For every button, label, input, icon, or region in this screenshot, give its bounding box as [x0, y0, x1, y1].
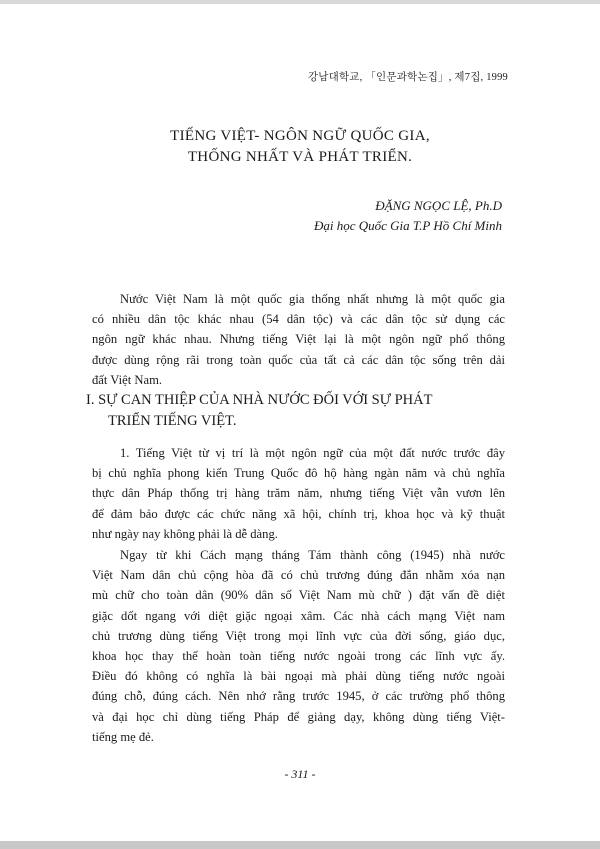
text-line: 1. Tiếng Việt từ vị trí là một ngôn ngữ của một đất nước trước đây [120, 446, 505, 460]
text-line: đất Việt Nam. [92, 372, 163, 387]
section-heading-line-1: I. SỰ CAN THIỆP CỦA NHÀ NƯỚC ĐỐI VỚI SỰ PHÁT [86, 392, 433, 408]
text-line: để đảm bảo được các chức năng xã hội, chính trị, khoa học và kỹ thuật [92, 506, 505, 521]
title-line-1: TIẾNG VIỆT- NGÔN NGỮ QUỐC GIA, [170, 128, 430, 144]
paragraph-1 [92, 443, 505, 544]
text-line: giặc dốt ngang với diệt giặc ngoại xâm. Các nhà cách mạng Việt nam [92, 608, 505, 623]
text-line: mù chữ cho toàn dân (90% dân số Việt Nam mù chữ ) đặt vấn đề diệt [92, 588, 505, 603]
text-line: Nước Việt Nam là một quốc gia thống nhất nhưng là một quốc gia [120, 292, 505, 306]
author-affiliation: Đại học Quốc Gia T.P Hồ Chí Minh [313, 218, 502, 233]
section-heading [86, 390, 516, 432]
text-line: và đại học chỉ dùng tiếng Pháp để giảng dạy, không dùng tiếng Việt- [92, 709, 505, 724]
text-line: đúng chỗ, đúng cách. Nên nhớ rằng trước 1945, ở các trường phổ thông [92, 689, 505, 704]
text-line: ngôn ngữ khác nhau. Nhưng tiếng Việt lại là một ngôn ngữ phổ thông [92, 332, 505, 347]
text-line: chủ trương dùng tiếng Việt trong mọi lĩnh vực của đời sống, giáo dục, [92, 628, 505, 643]
author-block [314, 196, 502, 236]
title-line-2: THỐNG NHẤT VÀ PHÁT TRIỂN. [187, 149, 413, 165]
scan-top-edge [0, 0, 600, 4]
section-heading-line-2: TRIỂN TIẾNG VIỆT. [108, 413, 237, 429]
text-line: như ngày nay không phải là dễ dàng. [92, 526, 278, 541]
text-line: Điều đó không có nghĩa là bài ngoại mà phải dùng tiếng nước ngoài [92, 669, 505, 684]
text-line: bị chủ nghĩa phong kiến Trung Quốc đô hộ hàng ngàn năm và chủ nghĩa [92, 466, 505, 481]
article-title [0, 126, 600, 168]
text-line: có nhiều dân tộc khác nhau (54 dân tộc) và các dân tộc sử dụng các [92, 312, 505, 327]
paragraph-2 [92, 545, 505, 747]
abstract-paragraph [92, 289, 505, 390]
journal-citation: 강남대학교, 「인문과학논집」, 제7집, 1999 [307, 72, 508, 83]
scan-bottom-edge [0, 841, 600, 849]
author-name: ĐẶNG NGỌC LỆ, Ph.D [375, 198, 502, 213]
text-line: được dùng rộng rãi trong toàn quốc của tất cả các dân tộc sống trên dải [92, 352, 505, 367]
text-line: tiếng mẹ đẻ. [92, 729, 154, 744]
text-line: Ngay từ khi Cách mạng tháng Tám thành công (1945) nhà nước [120, 548, 505, 562]
text-line: khoa học thay thế hoàn toàn tiếng nước ngoài trong các lĩnh vực ấy. [92, 649, 505, 664]
text-line: Việt Nam dân chủ cộng hòa đã có chủ trương đúng đắn nhằm xóa nạn [92, 568, 505, 583]
text-line: thực dân Pháp thống trị hàng trăm năm, nhưng tiếng Việt vẫn vươn lên [92, 486, 505, 501]
page-number: - 311 - [284, 767, 316, 781]
